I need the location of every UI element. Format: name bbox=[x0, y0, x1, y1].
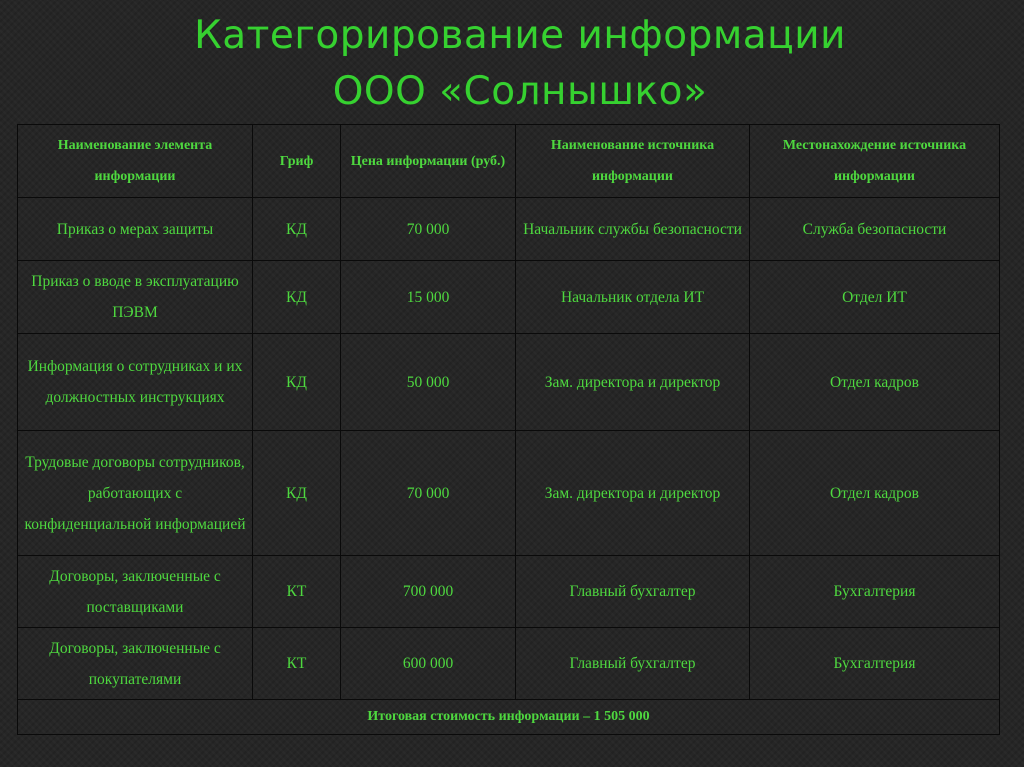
table-cell: Главный бухгалтер bbox=[516, 628, 750, 700]
table-cell: 70 000 bbox=[341, 198, 516, 261]
table-cell: КД bbox=[253, 431, 341, 556]
table-row bbox=[18, 431, 1000, 556]
table-cell: Начальник службы безопасности bbox=[516, 198, 750, 261]
table-cell: Отдел ИТ bbox=[750, 261, 1000, 334]
table-row bbox=[18, 556, 1000, 628]
slide-title bbox=[0, 8, 1024, 120]
table-cell: КД bbox=[253, 334, 341, 431]
table-cell: Приказ о мерах защиты bbox=[18, 198, 253, 261]
table-cell: Бухгалтерия bbox=[750, 628, 1000, 700]
table-header-row bbox=[18, 125, 1000, 198]
table-cell: 70 000 bbox=[341, 431, 516, 556]
table-cell: КД bbox=[253, 261, 341, 334]
table-cell: Отдел кадров bbox=[750, 334, 1000, 431]
table-cell: Отдел кадров bbox=[750, 431, 1000, 556]
table-row bbox=[18, 628, 1000, 700]
table-cell: 50 000 bbox=[341, 334, 516, 431]
table-row bbox=[18, 334, 1000, 431]
header-cell: Местонахождение источника информации bbox=[750, 125, 1000, 198]
info-table bbox=[17, 124, 1000, 735]
header-cell: Наименование элемента информации bbox=[18, 125, 253, 198]
table-cell: Приказ о вводе в эксплуатацию ПЭВМ bbox=[18, 261, 253, 334]
table-cell: КТ bbox=[253, 628, 341, 700]
table-cell: Служба безопасности bbox=[750, 198, 1000, 261]
table-cell: Зам. директора и директор bbox=[516, 334, 750, 431]
table-cell: Зам. директора и директор bbox=[516, 431, 750, 556]
header-cell: Цена информации (руб.) bbox=[341, 125, 516, 198]
table-cell: Начальник отдела ИТ bbox=[516, 261, 750, 334]
table-cell: Информация о сотрудниках и их должностных инструкциях bbox=[18, 334, 253, 431]
title-line-1: Категорирование информации bbox=[194, 13, 846, 58]
header-cell: Гриф bbox=[253, 125, 341, 198]
table-cell: Договоры, заключенные с покупателями bbox=[18, 628, 253, 700]
total-cell: Итоговая стоимость информации – 1 505 000 bbox=[18, 700, 1000, 735]
table-cell: Главный бухгалтер bbox=[516, 556, 750, 628]
table-row bbox=[18, 261, 1000, 334]
title-line-2: ООО «Солнышко» bbox=[332, 69, 708, 114]
table-cell: 15 000 bbox=[341, 261, 516, 334]
table-cell: 600 000 bbox=[341, 628, 516, 700]
total-row bbox=[18, 700, 1000, 735]
table-cell: Договоры, заключенные с поставщиками bbox=[18, 556, 253, 628]
header-cell: Наименование источника информации bbox=[516, 125, 750, 198]
table-cell: Трудовые договоры сотрудников, работающих с конфиденциальной информацией bbox=[18, 431, 253, 556]
table-cell: КД bbox=[253, 198, 341, 261]
table-cell: 700 000 bbox=[341, 556, 516, 628]
table-cell: КТ bbox=[253, 556, 341, 628]
table-cell: Бухгалтерия bbox=[750, 556, 1000, 628]
table-row bbox=[18, 198, 1000, 261]
